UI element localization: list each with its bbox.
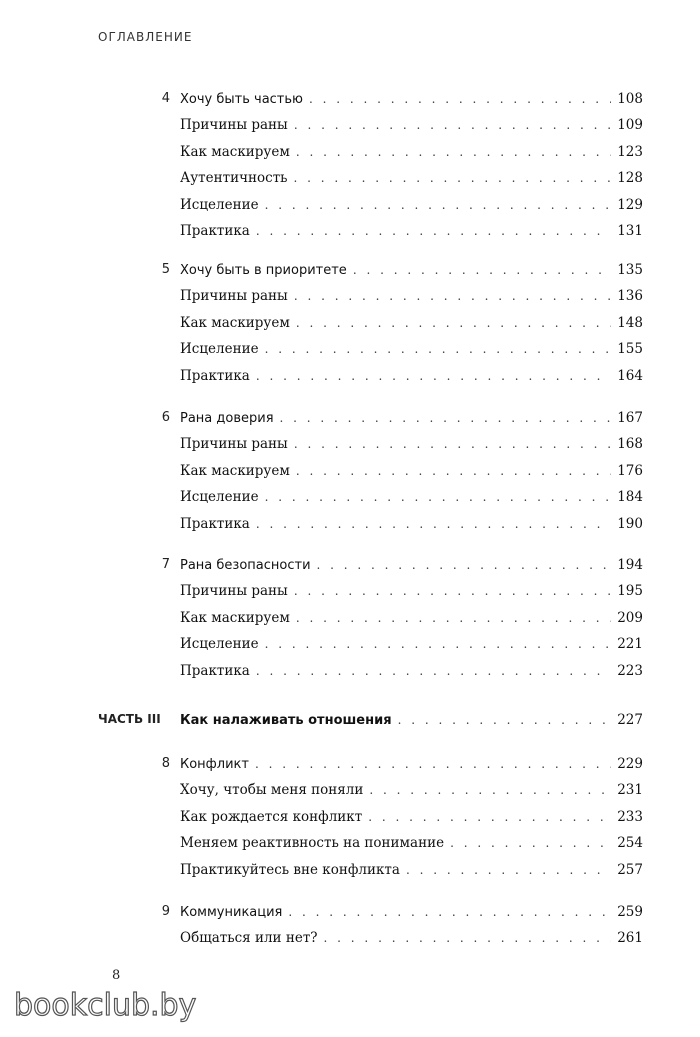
chapter-number: 8 <box>161 756 170 771</box>
section-title: Исцеление <box>180 196 259 213</box>
dot-leader <box>294 584 611 598</box>
section-title: Как маскируем <box>180 314 290 331</box>
section-entry[interactable] <box>0 809 700 831</box>
running-header: ОГЛАВЛЕНИЕ <box>98 30 193 44</box>
section-entry[interactable] <box>0 315 700 337</box>
page-ref: 223 <box>617 662 643 679</box>
page-ref: 148 <box>617 314 643 331</box>
section-entry[interactable] <box>0 341 700 363</box>
section-entry[interactable] <box>0 436 700 458</box>
dot-leader <box>265 342 612 356</box>
section-title: Причины раны <box>180 436 288 453</box>
page-ref: 108 <box>617 91 643 107</box>
chapter-number: 5 <box>161 262 170 277</box>
page-ref: 195 <box>617 583 643 600</box>
section-title: Общаться или нет? <box>180 930 318 947</box>
dot-leader <box>265 490 612 504</box>
dot-leader <box>294 171 612 185</box>
page-ref: 227 <box>617 712 643 728</box>
section-entry[interactable] <box>0 117 700 139</box>
page-ref: 168 <box>617 436 643 453</box>
dot-leader <box>288 905 611 919</box>
section-entry[interactable] <box>0 516 700 538</box>
chapter-entry[interactable] <box>0 91 700 113</box>
dot-leader <box>265 637 612 651</box>
chapter-title: Рана безопасности <box>180 558 311 573</box>
page-ref: 129 <box>617 196 643 213</box>
page-ref: 259 <box>617 904 643 920</box>
chapter-entry[interactable] <box>0 904 700 926</box>
section-entry[interactable] <box>0 170 700 192</box>
dot-leader <box>256 369 611 383</box>
section-entry[interactable] <box>0 144 700 166</box>
dot-leader <box>296 145 611 159</box>
chapter-entry[interactable] <box>0 410 700 432</box>
page-ref: 221 <box>617 636 643 653</box>
chapter-title: Хочу быть частью <box>180 92 303 107</box>
dot-leader <box>296 611 611 625</box>
dot-leader <box>324 931 612 945</box>
chapter-number: 4 <box>161 91 170 106</box>
page-ref: 257 <box>617 861 643 878</box>
page-number: 8 <box>112 968 121 983</box>
chapter-number: 6 <box>161 410 170 425</box>
section-entry[interactable] <box>0 610 700 632</box>
dot-leader <box>256 517 611 531</box>
section-entry[interactable] <box>0 368 700 390</box>
page-ref: 233 <box>617 808 643 825</box>
dot-leader <box>280 411 612 425</box>
dot-leader <box>294 289 611 303</box>
section-title: Как маскируем <box>180 143 290 160</box>
page-ref: 155 <box>617 341 643 358</box>
dot-leader <box>265 198 612 212</box>
section-entry[interactable] <box>0 583 700 605</box>
section-title: Причины раны <box>180 288 288 305</box>
section-entry[interactable] <box>0 782 700 804</box>
page-ref: 190 <box>617 515 643 532</box>
dot-leader <box>256 224 611 238</box>
page-ref: 128 <box>617 170 643 187</box>
section-title: Как маскируем <box>180 609 290 626</box>
page-ref: 123 <box>617 143 643 160</box>
section-entry[interactable] <box>0 862 700 884</box>
chapter-title: Хочу быть в приоритете <box>180 263 347 278</box>
chapter-entry[interactable] <box>0 262 700 284</box>
page-ref: 229 <box>617 756 643 772</box>
part-title: Как налаживать отношения <box>180 713 392 728</box>
dot-leader <box>256 664 611 678</box>
section-title: Исцеление <box>180 489 259 506</box>
section-title: Исцеление <box>180 341 259 358</box>
page-ref: 209 <box>617 609 643 626</box>
section-entry[interactable] <box>0 835 700 857</box>
chapter-title: Конфликт <box>180 757 249 772</box>
page-ref: 135 <box>617 262 643 278</box>
dot-leader <box>294 118 611 132</box>
dot-leader <box>398 713 612 727</box>
section-title: Причины раны <box>180 117 288 134</box>
part-entry[interactable] <box>0 712 700 734</box>
page-ref: 194 <box>617 557 643 573</box>
section-entry[interactable] <box>0 930 700 952</box>
dot-leader <box>353 263 611 277</box>
section-title: Практика <box>180 223 250 239</box>
page-ref: 136 <box>617 288 643 305</box>
page-ref: 167 <box>617 410 643 426</box>
section-title: Исцеление <box>180 636 259 653</box>
page-ref: 131 <box>617 223 643 239</box>
section-entry[interactable] <box>0 197 700 219</box>
section-title: Как маскируем <box>180 462 290 479</box>
section-title: Практика <box>180 515 250 532</box>
chapter-entry[interactable] <box>0 756 700 778</box>
section-entry[interactable] <box>0 223 700 245</box>
section-title: Хочу, чтобы меня поняли <box>180 782 364 799</box>
page-ref: 176 <box>617 462 643 479</box>
chapter-number: 7 <box>161 557 170 572</box>
dot-leader <box>309 92 611 106</box>
chapter-entry[interactable] <box>0 557 700 579</box>
section-entry[interactable] <box>0 663 700 685</box>
section-title: Практикуйтесь вне конфликта <box>180 861 400 878</box>
page-ref: 254 <box>617 835 643 852</box>
dot-leader <box>369 783 611 797</box>
page-ref: 184 <box>617 489 643 506</box>
dot-leader <box>255 757 611 771</box>
page-ref: 261 <box>617 930 643 947</box>
chapter-title: Коммуникация <box>180 905 283 920</box>
section-title: Причины раны <box>180 583 288 600</box>
section-title: Как рождается конфликт <box>180 808 363 825</box>
dot-leader <box>296 464 611 478</box>
section-title: Практика <box>180 367 250 384</box>
section-entry[interactable] <box>0 489 700 511</box>
page-ref: 231 <box>617 782 643 799</box>
chapter-title: Рана доверия <box>180 411 274 426</box>
dot-leader <box>368 810 611 824</box>
section-title: Практика <box>180 662 250 679</box>
dot-leader <box>450 836 611 850</box>
page-ref: 164 <box>617 367 643 384</box>
chapter-number: 9 <box>161 904 170 919</box>
part-label: ЧАСТЬ III <box>98 712 161 726</box>
watermark-logo: bookclub.by <box>14 988 197 1023</box>
section-title: Аутентичность <box>180 170 288 187</box>
dot-leader <box>317 558 612 572</box>
section-entry[interactable] <box>0 463 700 485</box>
dot-leader <box>294 437 611 451</box>
page-ref: 109 <box>617 117 643 134</box>
dot-leader <box>296 316 611 330</box>
section-entry[interactable] <box>0 636 700 658</box>
section-title: Меняем реактивность на понимание <box>180 835 445 852</box>
dot-leader <box>406 863 611 877</box>
section-entry[interactable] <box>0 288 700 310</box>
